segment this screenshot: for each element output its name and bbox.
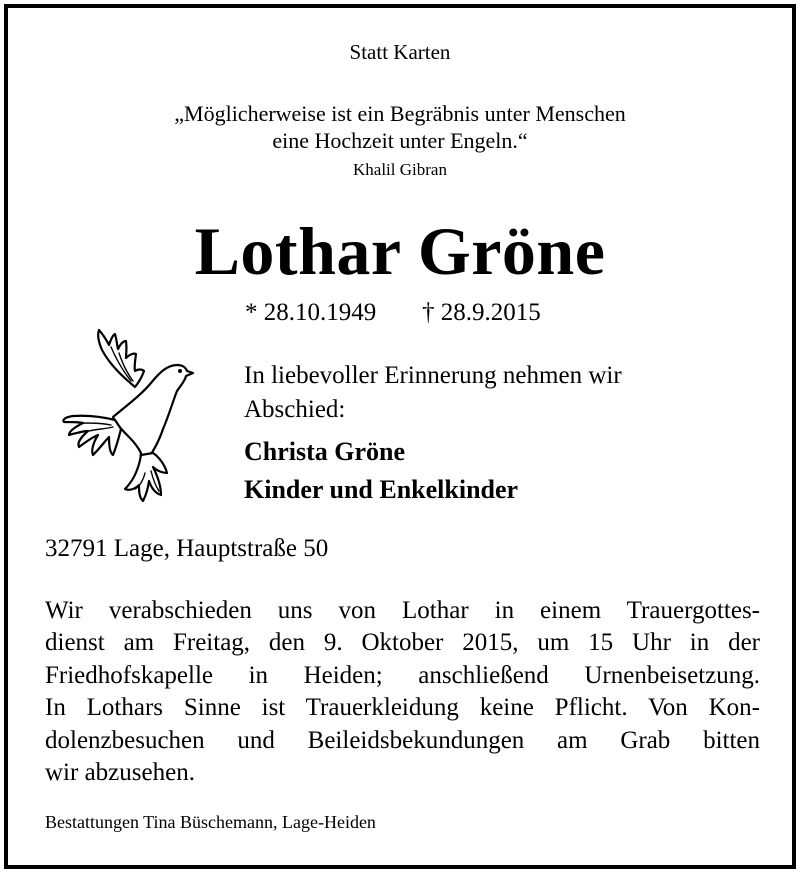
birth-date: * 28.10.1949 — [245, 299, 377, 326]
service-paragraph — [45, 595, 760, 789]
quote-line-1: „Möglicherweise ist ein Begräbnis unter Menschen — [174, 101, 626, 126]
service-line-4: In Lothars Sinne ist Trauerkleidung keine Pflicht. Von Kon- — [45, 694, 760, 722]
service-line-5: dolenzbesuchen und Beileidsbekundungen am Grab bitten — [45, 726, 760, 754]
service-line-6: wir abzusehen. — [45, 759, 195, 787]
death-date: † 28.9.2015 — [422, 299, 541, 326]
service-line-2: dienst am Freitag, den 9. Oktober 2015, um 15 Uhr in der — [45, 629, 760, 657]
condolence-line-2: Abschied: — [244, 396, 346, 423]
mourner-name: Christa Gröne — [244, 437, 406, 466]
address: 32791 Lage, Hauptstraße 50 — [45, 535, 329, 562]
quote-line-2: eine Hochzeit unter Engeln.“ — [272, 128, 528, 153]
mourner-family: Kinder und Enkelkinder — [244, 475, 519, 504]
header-text: Statt Karten — [349, 40, 451, 64]
deceased-name: Lothar Gröne — [194, 213, 606, 289]
service-line-1: Wir verabschieden uns von Lothar in einem Trauergottes- — [45, 597, 760, 624]
condolence-line-1: In liebevoller Erinnerung nehmen wir — [244, 362, 622, 389]
quote-author: Khalil Gibran — [353, 160, 447, 179]
footer-undertaker: Bestattungen Tina Büschemann, Lage-Heiden — [45, 812, 376, 832]
dove-icon — [55, 325, 195, 505]
service-line-3: Friedhofskapelle in Heiden; anschließend Urnenbeisetzung. — [45, 661, 760, 689]
